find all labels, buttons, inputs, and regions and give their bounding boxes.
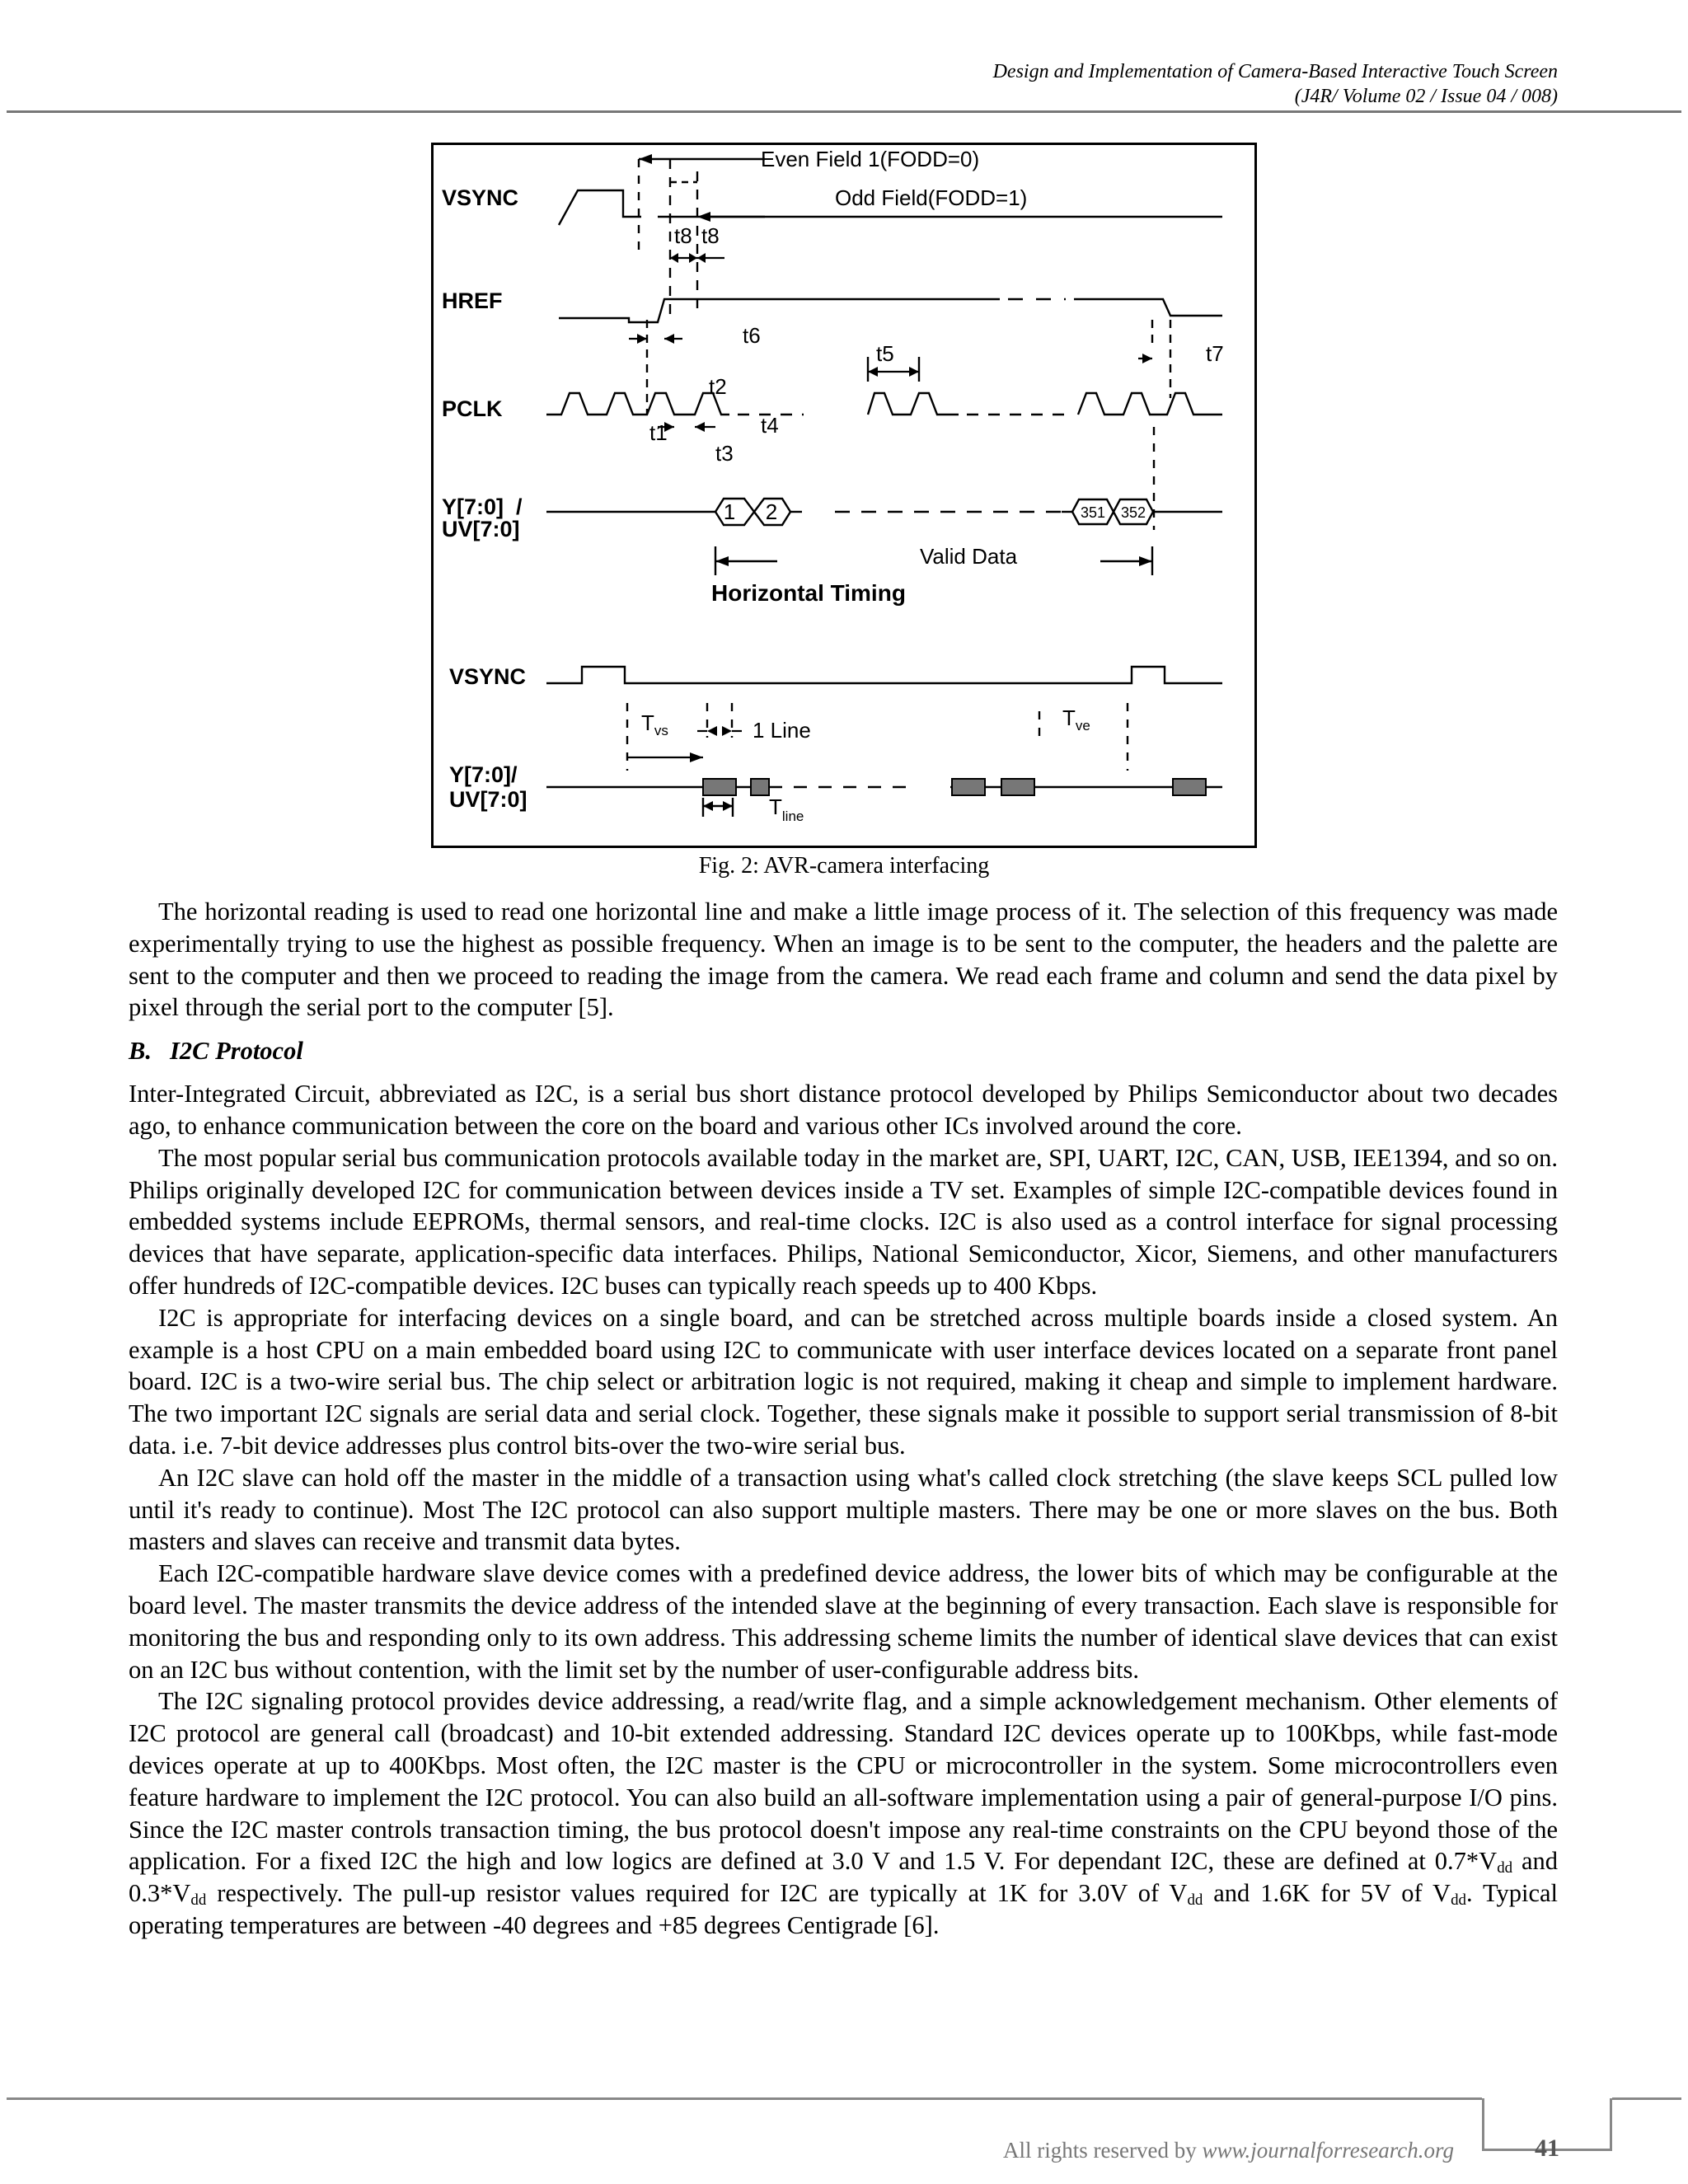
horizontal-timing-title: Horizontal Timing bbox=[711, 580, 906, 606]
figure-frame bbox=[433, 144, 1256, 847]
tve-label: $T_{ve}$ bbox=[1062, 705, 1090, 733]
header-issue: (J4R/ Volume 02 / Issue 04 / 008) bbox=[1294, 86, 1558, 107]
label-href: HREF bbox=[442, 288, 503, 313]
paragraph: The I2C signaling protocol provides device addressing, a read/write flag, and a simple acknowledgement mechanism. Other elements of I2C protocol are general call (broadcast) and 10-bit extended addressing. Standard I2C devices operate up to 100Kbps, while fast-mode devices operate at up to 400Kbps. Most often, the I2C master is the CPU or microcontroller in the system. Some microcontrollers even feature hardware to implement the I2C protocol. You can also build an all-software implementation using a pair of general-purpose I/O pins. Since the I2C master controls transaction timing, the bus protocol doesn't impose any real-time constraints on the CPU beyond those of the application. For a fixed I2C the high and low logics are defined at 3.0 V and 1.5 V. For dependant I2C, these are defined at $0.7*V_{dd}$ and $0.3*V_{dd}$ respectively. The pull-up resistor values required for I2C are typically at 1K for 3.0V of $V_{dd}$ and 1.6K for 5V of $V_{dd}$. Typical operating temperatures are between -40 degrees and +85 degrees Centigrade [6]. bbox=[129, 1687, 1558, 1939]
t8-label-b: t8 bbox=[701, 223, 720, 248]
line-block bbox=[1001, 779, 1034, 795]
byte-1-label: 1 bbox=[723, 499, 736, 524]
even-field-label: Even Field 1(FODD=0) bbox=[761, 147, 980, 171]
section-heading bbox=[129, 1035, 1558, 1066]
paragraph: The horizontal reading is used to read one horizontal line and make a little image process of it. The selection of this frequency was made experimentally trying to use the highest as possible frequency. When an image is to be sent to the computer, the headers and the palette are sent to the computer and then we proceed to reading the image from the camera. We read each frame and column and send the data pixel by pixel through the serial port to the computer [5]. bbox=[129, 898, 1558, 1022]
section-title: I2C Protocol bbox=[170, 1037, 303, 1066]
paragraph: An I2C slave can hold off the master in the middle of a transaction using what's called clock stretching (the slave keeps SCL pulled low until it's ready to continue). Most The I2C protocol can also support multiple masters. There may be one or more slaves on the bus. Both masters and slaves can receive and transmit data bytes. bbox=[129, 1463, 1558, 1556]
t1-label: t1 bbox=[649, 420, 668, 445]
byte-351-label: 351 bbox=[1080, 504, 1106, 521]
line-block bbox=[703, 779, 736, 795]
paragraph: Each I2C-compatible hardware slave device comes with a predefined device address, the lower bits of which may be configurable at the board level. The master transmits the device address of the intended slave at the beginning of every transaction. Each slave is responsible for monitoring the bus and responding only to its own address. This addressing scheme limits the number of identical slave devices that can exist on an I2C bus without contention, with the limit set by the number of user-configurable address bits. bbox=[129, 1559, 1558, 1684]
tline-label: $T_{line}$ bbox=[769, 794, 804, 824]
label-vsync-1: VSYNC bbox=[442, 185, 519, 210]
figure-caption: Fig. 2: AVR-camera interfacing bbox=[698, 853, 990, 879]
label-yuv-2a: Y[7:0]/ bbox=[449, 762, 518, 787]
footer-rights: All rights reserved by www.journalforresearch.org bbox=[1003, 2138, 1454, 2163]
body-text bbox=[129, 896, 1558, 1942]
page-number: 41 bbox=[1535, 2135, 1559, 2162]
byte-352-label: 352 bbox=[1120, 504, 1146, 521]
header-title: Design and Implementation of Camera-Based Interactive Touch Screen bbox=[992, 61, 1558, 82]
tvs-label: $T_{vs}$ bbox=[641, 710, 668, 738]
running-header bbox=[993, 59, 1558, 109]
t7-label: t7 bbox=[1206, 341, 1224, 366]
paragraph: Inter-Integrated Circuit, abbreviated as I2C, is a serial bus short distance protocol developed by Philips Semiconductor about two decades ago, to enhance communication between the core on the board and various other ICs involved around the core. bbox=[129, 1080, 1558, 1140]
t3-label: t3 bbox=[715, 441, 734, 466]
t8-label-a: t8 bbox=[674, 223, 692, 248]
label-yuv-2b: UV[7:0] bbox=[449, 787, 528, 812]
timing-diagram bbox=[431, 143, 1257, 848]
t2-label: t2 bbox=[709, 374, 727, 399]
label-yuv-1b: UV[7:0] bbox=[442, 517, 520, 541]
t4-label: t4 bbox=[761, 413, 779, 438]
one-line-label: 1 Line bbox=[753, 718, 811, 743]
footer-rule bbox=[7, 2097, 1482, 2100]
t6-label: t6 bbox=[743, 323, 761, 348]
t5-label: t5 bbox=[876, 341, 894, 366]
line-block bbox=[952, 779, 985, 795]
label-pclk: PCLK bbox=[442, 396, 503, 421]
odd-field-label: Odd Field(FODD=1) bbox=[835, 185, 1028, 210]
label-yuv-1a: Y[7:0] / bbox=[442, 494, 523, 519]
footer-rule-right bbox=[1612, 2097, 1681, 2100]
valid-data-label: Valid Data bbox=[920, 544, 1018, 569]
byte-2-label: 2 bbox=[765, 499, 778, 524]
line-block bbox=[1173, 779, 1206, 795]
paragraph: The most popular serial bus communication protocols available today in the market are, SPI, UART, I2C, CAN, USB, IEE1394, and so on. Philips originally developed I2C for communication between devices inside a TV set. Examples of simple I2C-compatible devices found in embedded systems include EEPROMs, thermal sensors, and real-time clocks. I2C is also used as a control interface for signal processing devices that have separate, application-specific data interfaces. Philips, National Semiconductor, Xicor, Siemens, and other manufacturers offer hundreds of I2C-compatible devices. I2C buses can typically reach speeds up to 400 Kbps. bbox=[129, 1143, 1558, 1300]
timing-diagram-figure bbox=[431, 143, 1257, 848]
line-block bbox=[751, 779, 769, 795]
footer-url[interactable]: www.journalforresearch.org bbox=[1202, 2138, 1454, 2163]
label-vsync-2: VSYNC bbox=[449, 664, 527, 689]
section-number: B. bbox=[129, 1037, 152, 1066]
header-rule bbox=[7, 110, 1681, 113]
paragraph: I2C is appropriate for interfacing devices on a single board, and can be stretched across multiple boards inside a closed system. An example is a host CPU on a main embedded board using I2C to communicate with user interface devices located on a separate front panel board. I2C is a two-wire serial bus. The chip select or arbitration logic is not required, making it cheap and simple to implement hardware. The two important I2C signals are serial data and serial clock. Together, these signals make it possible to support serial transmission of 8-bit data. i.e. 7-bit device addresses plus control bits-over the two-wire serial bus. bbox=[129, 1303, 1558, 1460]
